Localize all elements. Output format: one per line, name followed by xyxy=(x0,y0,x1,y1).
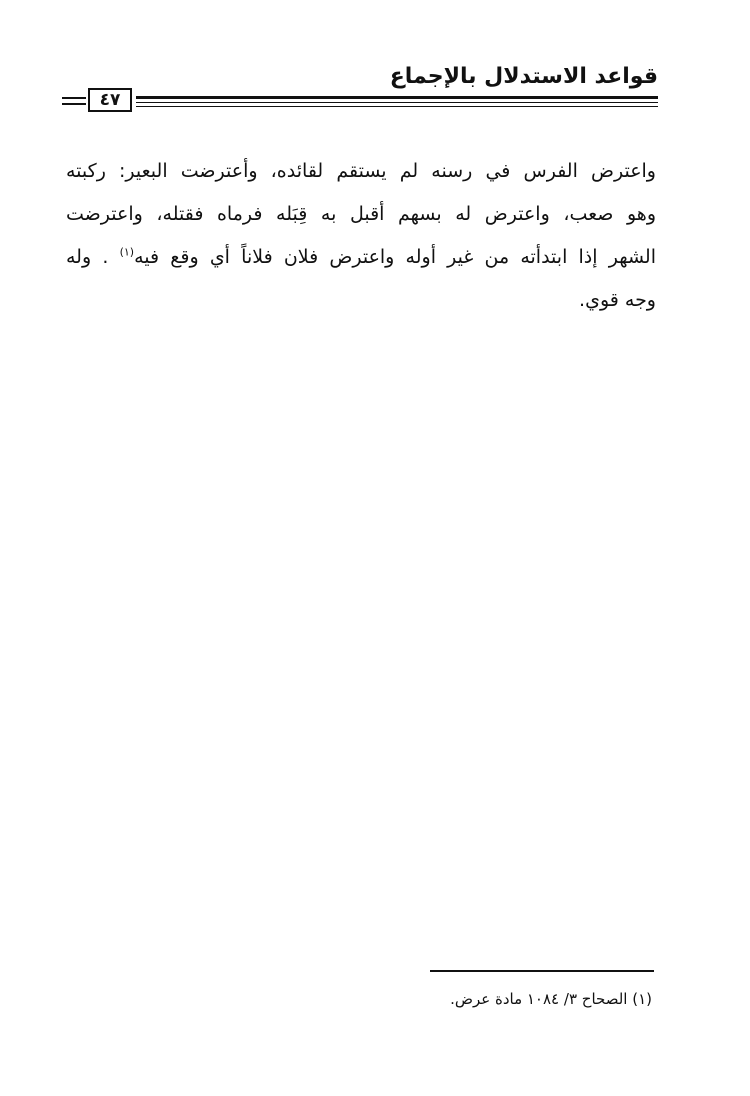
page-header xyxy=(62,60,658,120)
header-rule-thick xyxy=(136,96,658,99)
header-rule-thin-1 xyxy=(136,102,658,103)
body-line-4: وجه قوي. xyxy=(579,289,656,311)
footnote-reference: (١) xyxy=(119,245,135,259)
body-line-3 xyxy=(66,236,656,279)
body-line-1: واعترض الفرس في رسنه لم يستقم لقائده، وأعترضت البعير: ركبته xyxy=(66,160,656,182)
header-rule-thin-2 xyxy=(136,106,658,107)
body-line-3-text: الشهر إذا ابتدأته من غير أوله واعترض فلان فلاناً أي وقع فيه xyxy=(134,246,656,268)
footnote-separator xyxy=(430,970,654,972)
body-line-3-tail: . وله xyxy=(66,246,109,268)
running-title: قواعد الاستدلال بالإجماع xyxy=(389,64,658,89)
page-number: ٤٧ xyxy=(88,88,132,112)
header-rule-left-1 xyxy=(62,97,86,99)
main-paragraph xyxy=(66,150,656,322)
body-line-2: وهو صعب، واعترض له بسهم أقبل به قِبَله فرماه فقتله، واعترضت xyxy=(66,203,656,225)
header-rule-left-2 xyxy=(62,103,86,105)
footnote: (١) الصحاح ٣/ ١٠٨٤ مادة عرض. xyxy=(450,990,652,1008)
